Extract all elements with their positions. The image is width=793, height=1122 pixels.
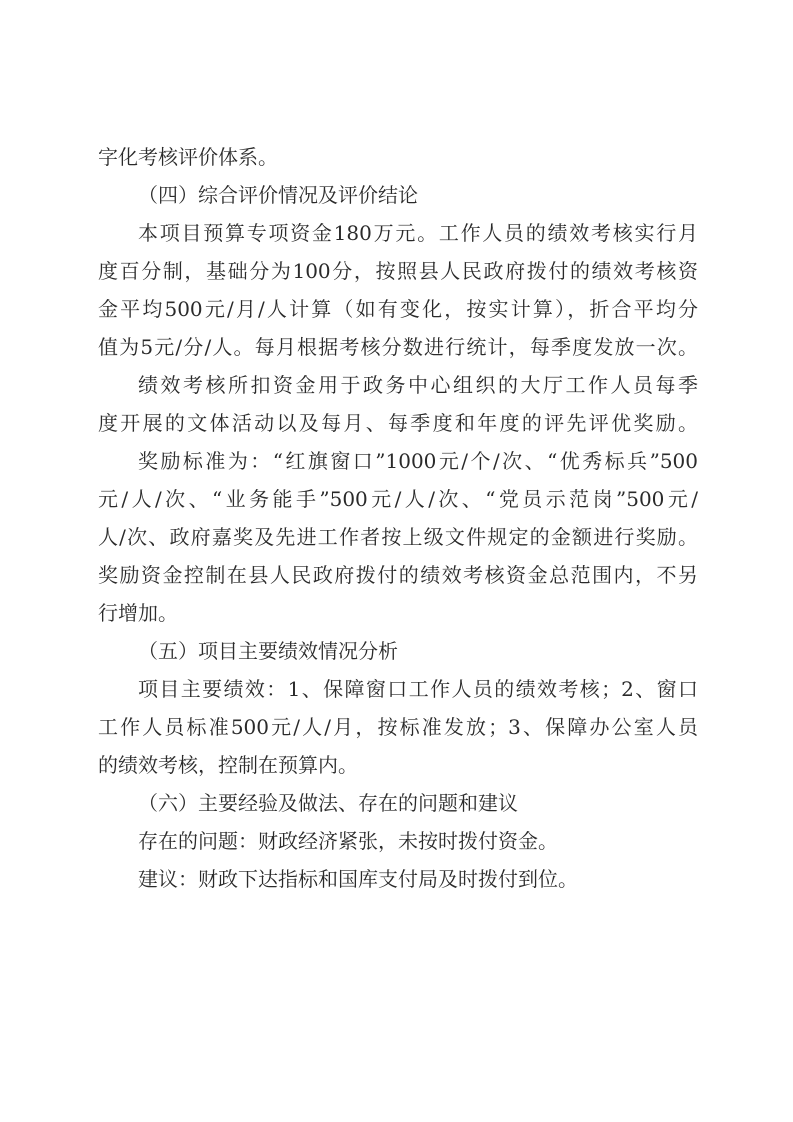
document-body	[98, 138, 698, 898]
section-heading-6: （六）主要经验及做法、存在的问题和建议	[138, 791, 518, 815]
paragraph-line: 项目主要绩效：1、保障窗口工作人员的绩效考核；2、窗口	[138, 677, 698, 701]
paragraph-line: 人/次、政府嘉奖及先进工作者按上级文件规定的金额进行奖励。	[98, 525, 698, 549]
paragraph-line: 奖励资金控制在县人民政府拨付的绩效考核资金总范围内，不另	[98, 563, 698, 587]
paragraph-line: 建议：财政下达指标和国库支付局及时拨付到位。	[138, 867, 578, 891]
section-heading-4: （四）综合评价情况及评价结论	[138, 183, 418, 207]
paragraph-line: 度开展的文体活动以及每月、每季度和年度的评先评优奖励。	[98, 411, 698, 435]
paragraph-line: 度百分制，基础分为100分，按照县人民政府拨付的绩效考核资	[98, 259, 698, 283]
paragraph-line: 奖励标准为：“红旗窗口”1000元/个/次、“优秀标兵”500	[138, 449, 698, 473]
paragraph-line: 本项目预算专项资金180万元。工作人员的绩效考核实行月	[138, 221, 698, 245]
paragraph-line: 值为5元/分/人。每月根据考核分数进行统计，每季度发放一次。	[98, 335, 698, 359]
paragraph-line: 工作人员标准500元/人/月，按标准发放；3、保障办公室人员	[98, 715, 698, 739]
paragraph-line: 绩效考核所扣资金用于政务中心组织的大厅工作人员每季	[138, 373, 698, 397]
paragraph-line: 的绩效考核，控制在预算内。	[98, 753, 358, 777]
paragraph-continuation: 字化考核评价体系。	[98, 145, 278, 169]
paragraph-line: 金平均500元/月/人计算（如有变化，按实计算），折合平均分	[98, 297, 698, 321]
paragraph-line: 元/人/次、“业务能手”500元/人/次、“党员示范岗”500元/	[98, 487, 698, 511]
paragraph-line: 行增加。	[98, 601, 178, 625]
section-heading-5: （五）项目主要绩效情况分析	[138, 639, 398, 663]
paragraph-line: 存在的问题：财政经济紧张，未按时拨付资金。	[138, 829, 558, 853]
